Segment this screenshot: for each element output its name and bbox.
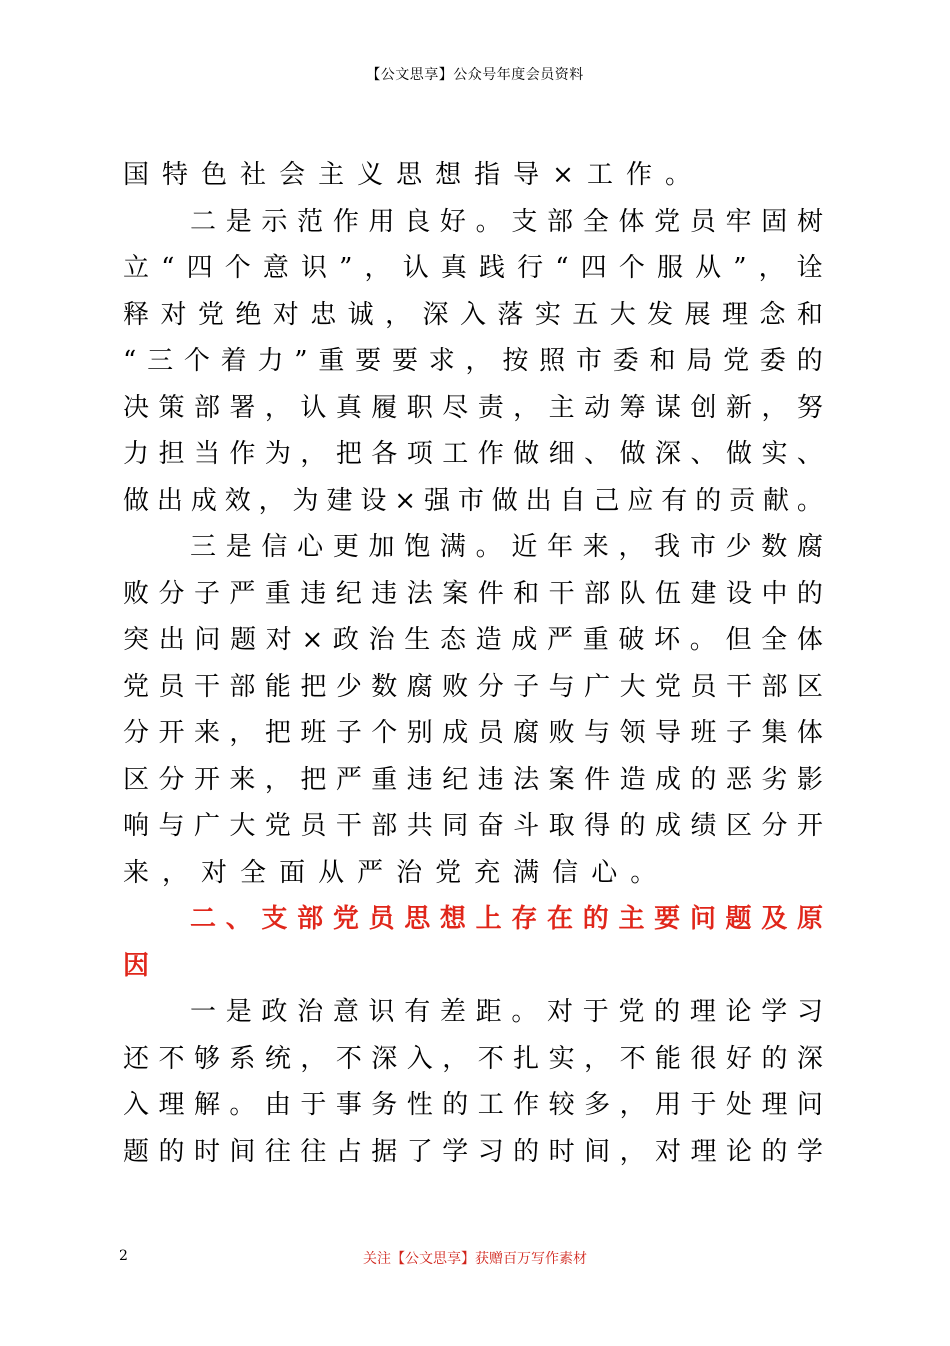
page-footer: 关注【公文思享】获赠百万写作素材 — [363, 1251, 587, 1267]
text-line: “ 三 个 着 力 ” 重 要 要 求 ， 按 照 市 委 和 局 党 委 的 — [123, 346, 823, 376]
page-header: 【公文思享】公众号年度会员资料 — [366, 67, 584, 83]
text-line: 党 员 干 部 能 把 少 数 腐 败 分 子 与 广 大 党 员 干 部 区 — [123, 671, 823, 702]
text-line: 决 策 部 署 ， 认 真 履 职 尽 责 ， 主 动 筹 谋 创 新 ， 努 — [123, 392, 823, 423]
text-line: 立 “ 四 个 意 识 ” ， 认 真 践 行 “ 四 个 服 从 ” ， 诠 — [123, 253, 823, 283]
text-line: 做 出 成 效 ， 为 建 设 × 强 市 做 出 自 己 应 有 的 贡 献 。 — [123, 485, 823, 516]
text-line: 释 对 党 绝 对 忠 诚 ， 深 入 落 实 五 大 发 展 理 念 和 — [123, 299, 823, 330]
text-line: 题 的 时 间 往 往 占 据 了 学 习 的 时 间 ， 对 理 论 的 学 — [123, 1136, 823, 1167]
text-line: 突 出 问 题 对 × 政 治 生 态 造 成 严 重 破 坏 。 但 全 体 — [123, 625, 823, 655]
text-line: 响 与 广 大 党 员 干 部 共 同 奋 斗 取 得 的 成 绩 区 分 开 — [123, 811, 823, 841]
text-line: 入 理 解 。 由 于 事 务 性 的 工 作 较 多 ， 用 于 处 理 问 — [123, 1090, 823, 1120]
text-line: 来 ， 对 全 面 从 严 治 党 充 满 信 心 。 — [123, 857, 657, 888]
section-heading: 二 、 支 部 党 员 思 想 上 存 在 的 主 要 问 题 及 原 — [190, 904, 823, 934]
text-line: 还 不 够 系 统 ， 不 深 入 ， 不 扎 实 ， 不 能 很 好 的 深 — [123, 1043, 823, 1074]
text-line: 分 开 来 ， 把 班 子 个 别 成 员 腐 败 与 领 导 班 子 集 体 — [123, 718, 823, 748]
section-heading-continued: 因 — [123, 950, 150, 981]
paragraph-first-line: 一 是 政 治 意 识 有 差 距 。 对 于 党 的 理 论 学 习 — [190, 997, 823, 1027]
paragraph-first-line: 二 是 示 范 作 用 良 好 。 支 部 全 体 党 员 牢 固 树 — [190, 206, 823, 237]
paragraph-first-line: 三 是 信 心 更 加 饱 满 。 近 年 来 ， 我 市 少 数 腐 — [190, 532, 823, 562]
text-line: 区 分 开 来 ， 把 严 重 违 纪 违 法 案 件 造 成 的 恶 劣 影 — [123, 764, 823, 795]
text-line: 力 担 当 作 为 ， 把 各 项 工 作 做 细 、 做 深 、 做 实 、 — [123, 439, 823, 469]
page-number: 2 — [119, 1248, 128, 1264]
text-line: 国 特 色 社 会 主 义 思 想 指 导 × 工 作 。 — [123, 160, 692, 190]
text-line: 败 分 子 严 重 违 纪 违 法 案 件 和 干 部 队 伍 建 设 中 的 — [123, 578, 823, 609]
